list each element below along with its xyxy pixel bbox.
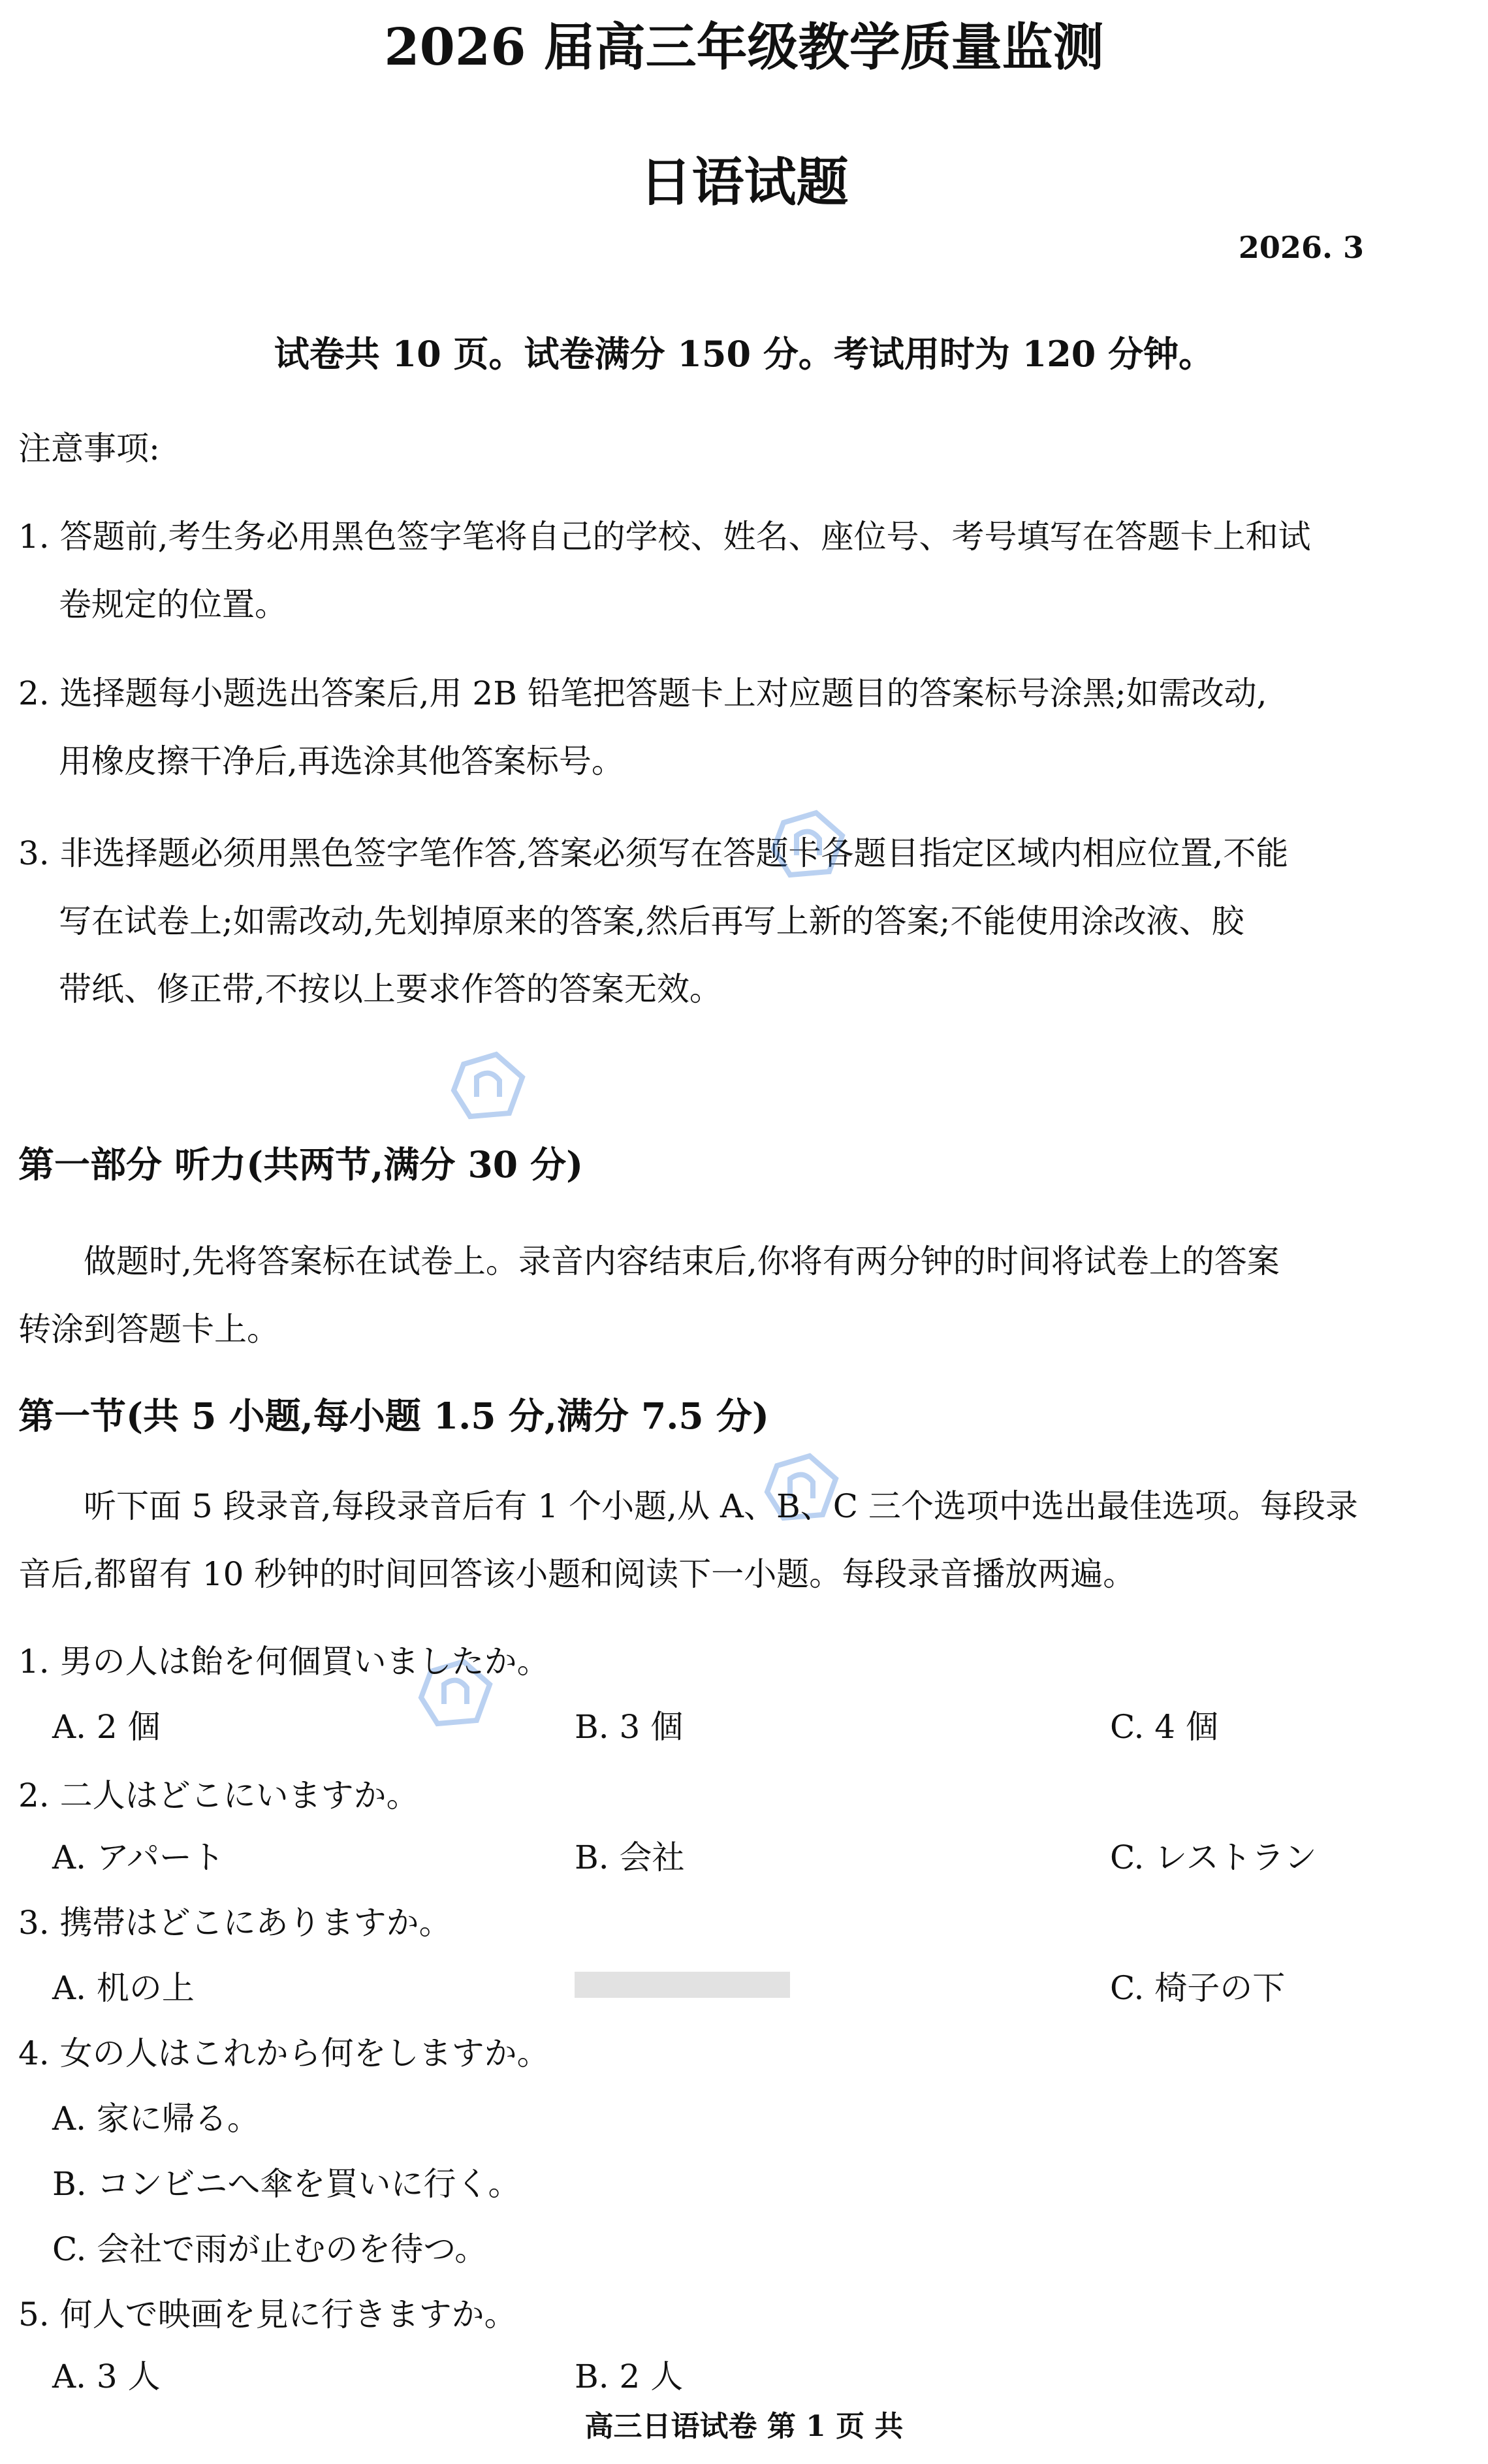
exam-date: 2026. 3	[1238, 230, 1364, 265]
option-a: A. アパート	[52, 1839, 225, 1876]
exam-summary: 试卷共 10 页。试卷满分 150 分。考试用时为 120 分钟。	[274, 333, 1214, 375]
option-a: A. 2 個	[52, 1708, 161, 1746]
section-heading: 第一部分 听力(共两节,满分 30 分)	[18, 1143, 584, 1186]
option-a: A. 家に帰る。	[52, 2100, 260, 2138]
option-c: C. 椅子の下	[1110, 1969, 1286, 2007]
note-item	[18, 659, 1468, 795]
note-line: 带纸、修正带,不按以上要求作答的答案无效。	[59, 970, 722, 1008]
watermark-logo-icon	[451, 1051, 529, 1123]
part-heading: 第一节(共 5 小题,每小题 1.5 分,满分 7.5 分)	[18, 1395, 769, 1437]
watermark-logo-icon	[770, 810, 849, 881]
page-footer: 高三日语试卷 第 1 页 共	[584, 2410, 904, 2443]
question-text: 5. 何人で映画を見に行きますか。	[18, 2296, 517, 2333]
part-description	[18, 1472, 1468, 1608]
note-line: 3. 非选择题必须用黑色签字笔作答,答案必须写在答题卡各题目指定区域内相应位置,不能	[18, 834, 1289, 872]
note-line: 用橡皮擦干净后,再选涂其他答案标号。	[59, 742, 624, 780]
option-c: C. 4 個	[1110, 1708, 1218, 1746]
notes-title: 注意事项:	[18, 430, 160, 467]
option-c: C. 会社で雨が止むのを待つ。	[52, 2230, 488, 2268]
part-desc-line: 音后,都留有 10 秒钟的时间回答该小题和阅读下一小题。每段录音播放两遍。	[18, 1555, 1136, 1593]
option-b: B. コンビニへ傘を買いに行く。	[52, 2165, 521, 2203]
question-text: 3. 携帯はどこにありますか。	[18, 1904, 452, 1942]
note-item	[18, 503, 1468, 639]
option-c: C. レストラン	[1110, 1839, 1317, 1876]
section-desc-line: 做题时,先将答案标在试卷上。录音内容结束后,你将有两分钟的时间将试卷上的答案	[84, 1242, 1280, 1280]
option-a: A. 机の上	[52, 1969, 195, 2007]
question-text: 1. 男の人は飴を何個買いましたか。	[18, 1643, 550, 1681]
part-desc-line: 听下面 5 段录音,每段录音后有 1 个小题,从 A、B、C 三个选项中选出最佳选项。每段录	[84, 1487, 1358, 1525]
note-line: 2. 选择题每小题选出答案后,用 2B 铅笔把答题卡上对应题目的答案标号涂黑;如需改动,	[18, 674, 1267, 712]
option-b: B. 3 個	[575, 1708, 684, 1746]
section-desc-line: 转涂到答题卡上。	[18, 1310, 279, 1348]
option-b: B. 会社	[575, 1839, 685, 1876]
note-item	[18, 819, 1468, 1023]
section-description	[18, 1227, 1468, 1363]
option-b: B. 2 人	[575, 2358, 684, 2395]
note-line: 卷规定的位置。	[59, 586, 287, 624]
question-text: 2. 二人はどこにいますか。	[18, 1777, 419, 1814]
option-a: A. 3 人	[52, 2358, 161, 2395]
note-line: 写在试卷上;如需改动,先划掉原来的答案,然后再写上新的答案;不能使用涂改液、胶	[59, 902, 1244, 940]
exam-title: 2026 届高三年级教学质量监测	[384, 18, 1104, 77]
smudged-option-b	[575, 1972, 790, 1998]
exam-subtitle: 日语试题	[639, 151, 849, 213]
note-line: 1. 答题前,考生务必用黑色签字笔将自己的学校、姓名、座位号、考号填写在答题卡上和试	[18, 518, 1311, 556]
question-text: 4. 女の人はこれから何をしますか。	[18, 2034, 550, 2072]
